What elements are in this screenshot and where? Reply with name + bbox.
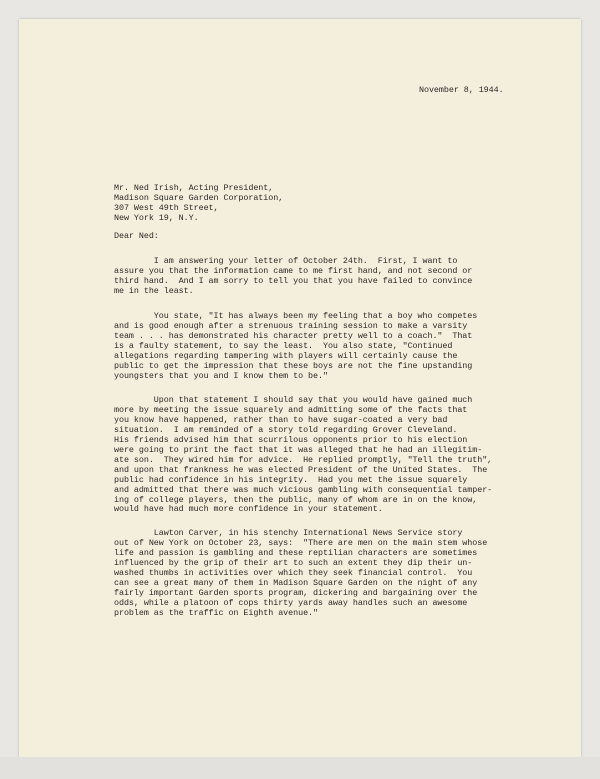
text-line: I am answering your letter of October 24th. First, I want to [114,256,458,266]
text-line: assure you that the information came to me first hand, and not second or [114,265,473,276]
text-line: third hand. And I am sorry to tell you that you have failed to convince [114,275,473,286]
address-line: New York 19, N.Y. [114,213,199,223]
text-line: life and passion is gambling and these reptilian characters are sometimes [114,547,478,558]
address-line: 307 West 49th Street, [114,203,219,213]
text-line: would have had much more confidence in your statement. [114,504,383,515]
text-line: Upon that statement I should say that you would have gained much [114,395,473,405]
text-line: and is good enough after a strenuous training session to make a varsity [114,320,468,331]
text-line: you know have happened, rather than to have sugar-coated a very bad [114,414,448,425]
text-line: ing of college players, then the public, many of whom are in on the know, [114,494,478,505]
text-line: and upon that frankness he was elected President of the United States. The [114,464,488,475]
text-line: odds, while a platoon of cops thirty yards away handles such an awesome [114,597,468,608]
text-line: problem as the traffic on Eighth avenue." [114,607,319,618]
text-line: out of New York on October 23, says: "There are men on the main stem whose [114,537,488,548]
text-line: influenced by the grip of their art to such an extent they dip their un- [114,557,473,568]
text-line: fairly important Garden sports program, dickering and bargaining over the [114,587,478,598]
text-line: can see a great many of them in Madison Square Garden on the night of any [114,577,478,588]
text-line: situation. I am reminded of a story told regarding Grover Cleveland. [114,424,458,435]
paragraph-1 [114,257,554,297]
text-line: allegations regarding tampering with players will certainly cause the [114,350,458,361]
text-line: washed thumbs in activities over which they seek financial control. You [114,567,473,578]
address-line: Mr. Ned Irish, Acting President, [114,183,274,193]
text-line: Lawton Carver, in his stenchy International News Service story [114,528,463,538]
text-line: team . . . has demonstrated his character pretty well to a coach." That [114,330,473,341]
scan-background-edge [0,757,600,779]
text-line: ate son. They wired him for advice. He replied promptly, "Tell the truth", [114,454,493,465]
text-line: youngsters that you and I know them to be." [114,370,328,381]
text-line: more by meeting the issue squarely and admitting some of the facts that [114,404,468,415]
text-line: and admitted that there was much vicious gambling with consequential tamper- [114,484,493,495]
salutation: Dear Ned: [114,231,159,241]
text-line: me in the least. [114,285,194,296]
paragraph-2 [114,312,554,382]
text-line: were going to print the fact that it was alleged that he had an illegitim- [114,444,483,455]
paragraph-3 [114,396,554,515]
paragraph-4 [114,529,554,619]
letter-date: November 8, 1944. [419,85,504,95]
address-line: Madison Square Garden Corporation, [114,193,284,203]
text-line: is a faulty statement, to say the least. You also state, "Continued [114,340,453,351]
text-line: You state, "It has always been my feeling that a boy who competes [114,311,478,321]
text-line: public had confidence in his integrity. Had you met the issue squarely [114,474,468,485]
text-line: His friends advised him that scurrilous opponents prior to his election [114,434,468,445]
letter-page [19,19,581,757]
text-line: public to get the impression that these boys are not the fine upstanding [114,360,473,371]
